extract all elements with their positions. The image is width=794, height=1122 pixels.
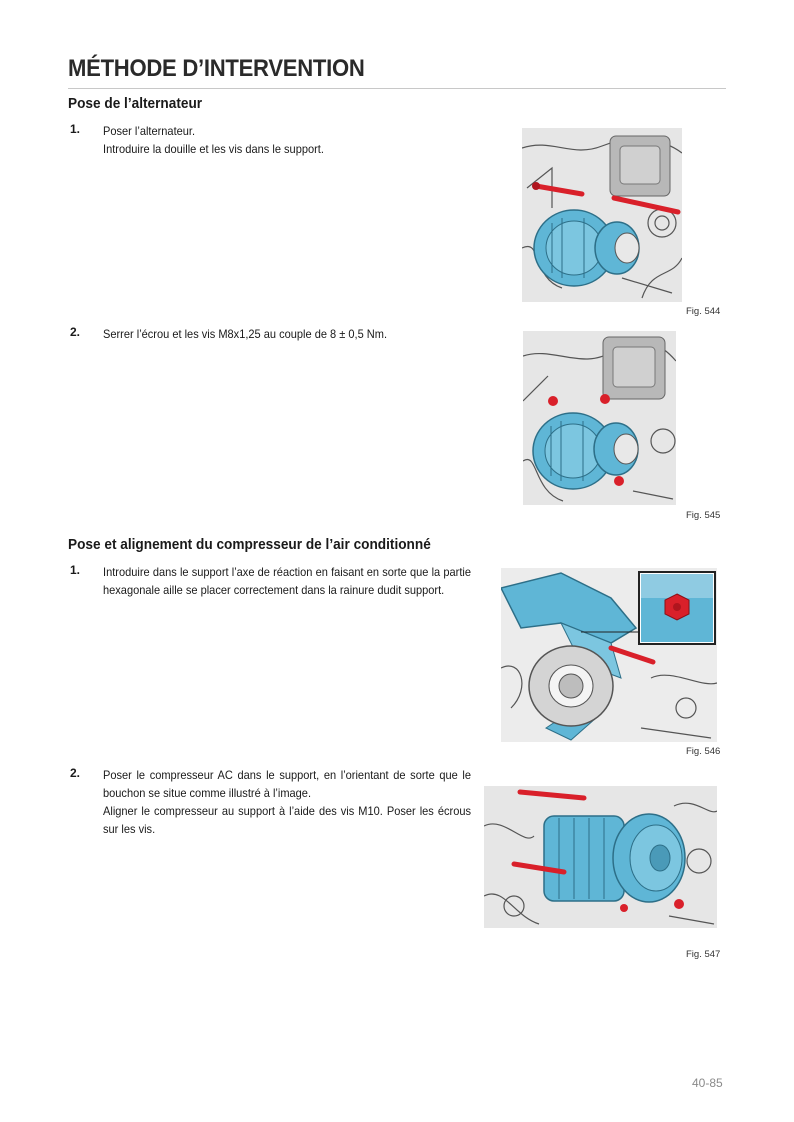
step-number: 1. [70,563,81,577]
figure-alternator-install [522,128,682,302]
step-line: Serrer l’écrou et les vis M8x1,25 au couple de 8 ± 0,5 Nm. [103,327,388,341]
page-number: 40-85 [692,1076,723,1090]
step-number: 2. [70,325,81,339]
step-text [103,766,471,838]
step-text [103,325,387,343]
step-line: Aligner le compresseur au support à l’aide des vis M10. Poser les écrous sur les vis. [103,804,471,836]
section-heading-alternator: Pose de l’alternateur [68,96,203,112]
figure-alternator-tighten [523,331,676,505]
page-title: MÉTHODE D’INTERVENTION [68,55,365,82]
figure-caption: Fig. 544 [686,306,721,317]
step-line: Introduire la douille et les vis dans le support. [103,142,324,156]
step-text [103,563,471,599]
step-text [103,122,324,158]
section-heading-compressor: Pose et alignement du compresseur de l’air conditionné [68,537,431,553]
figure-caption: Fig. 545 [686,510,721,521]
figure-compressor-reaction-axis [501,568,717,742]
figure-compressor-install [484,786,717,928]
step-line: Poser le compresseur AC dans le support, en l’orientant de sorte que le bouchon se situe comme illustré à l’image. [103,768,471,800]
step-number: 2. [70,766,81,780]
figure-caption: Fig. 547 [686,949,721,960]
title-divider [68,88,726,89]
step-line: Introduire dans le support l’axe de réaction en faisant en sorte que la partie hexagonale aille se placer correctement dans la rainure dudit support. [103,565,471,597]
figure-caption: Fig. 546 [686,746,721,757]
step-number: 1. [70,122,81,136]
step-line: Poser l’alternateur. [103,124,196,138]
